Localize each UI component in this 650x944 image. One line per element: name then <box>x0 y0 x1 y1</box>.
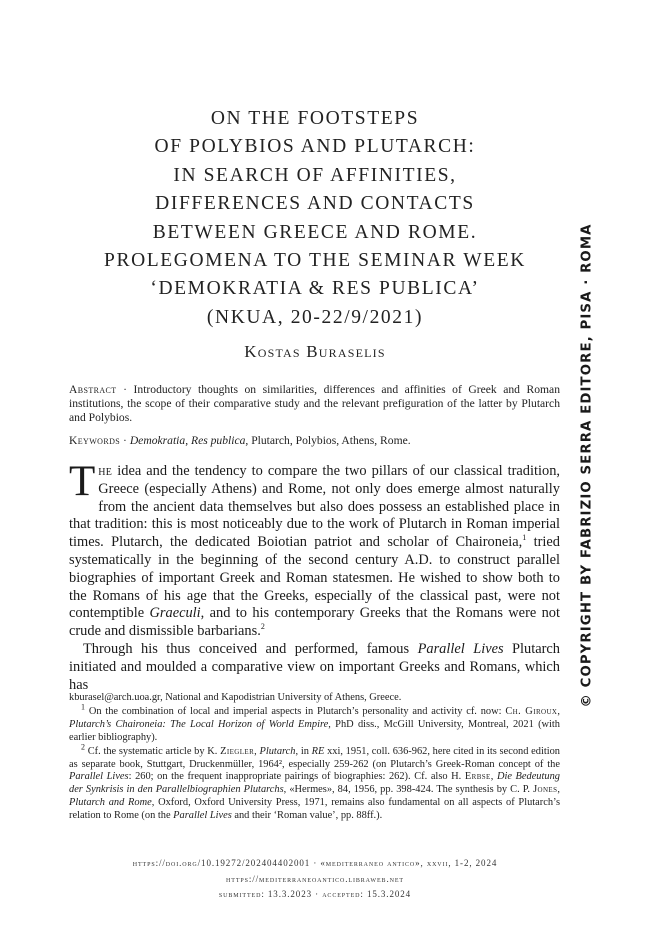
footer-dates: submitted: 13.3.2023 · accepted: 15.3.2024 <box>218 889 412 899</box>
title-line: PROLEGOMENA TO THE SEMINAR WEEK <box>104 250 526 272</box>
footnote-text: , Oxford, Oxford University Press, 1971, remains also fundamental on all aspects of Plutarch’s relation to Rome (on the <box>69 797 560 822</box>
italic-text: Parallel Lives <box>417 640 504 657</box>
footnote-text: , <box>254 745 260 757</box>
title-line: BETWEEN GREECE AND ROME. <box>152 221 478 243</box>
footnote-author: Jones <box>533 784 558 796</box>
footnote-title: Parallel Lives <box>69 771 129 783</box>
title-line: ‘DEMOKRATIA & RES PUBLICA’ <box>150 278 480 300</box>
footnote-ref[interactable]: 2 <box>260 622 265 632</box>
drop-cap: T <box>69 458 96 505</box>
keywords <box>69 434 560 448</box>
title-line: DIFFERENCES AND CONTACTS <box>155 193 475 215</box>
title-line: OF POLYBIOS AND PLUTARCH: <box>154 136 476 158</box>
footnote-number: 1 <box>81 702 85 712</box>
footnote-title: Plutarch <box>259 745 296 757</box>
footnote-title: Plutarch and Rome <box>69 797 152 809</box>
abstract <box>69 383 560 426</box>
abstract-text: Introductory thoughts on similarities, differences and affinities of Greek and Roman institutions, the scope of their comparative study and the relevant prefiguration of the latter by Plutarch and Polybios. <box>69 383 560 425</box>
footnote-title: Plutarch’s Chaironeia: The Local Horizon of World Empire <box>69 718 329 730</box>
body-text <box>69 458 560 694</box>
footnote-2 <box>69 742 561 823</box>
footnote-text: , «Hermes», 84, 1956, pp. 398-424. The synthesis by C. P. <box>283 784 534 796</box>
abstract-label: Abstract <box>69 383 117 396</box>
footnote-text: , <box>490 771 497 783</box>
title-line: ON THE FOOTSTEPS <box>210 108 420 129</box>
keyword-term: Res publica <box>191 434 246 447</box>
footnote-ref[interactable]: 1 <box>522 533 527 543</box>
keyword-term: Demokratia <box>129 434 186 447</box>
footnote-title: Parallel Lives <box>173 810 232 822</box>
footnote-number: 2 <box>81 742 85 752</box>
keywords-sep: , <box>185 434 191 447</box>
paragraph <box>69 458 560 641</box>
footnote-text: , <box>557 784 560 796</box>
lead-in: he <box>98 463 113 479</box>
copyright-sidebar <box>572 222 602 708</box>
paragraph-text: , and to his contemporary Greeks that the Romans were not crude and dismissible barbarians. <box>69 605 560 640</box>
footer-site-link[interactable]: https://mediterraneoantico.libraweb.net <box>226 873 404 884</box>
footnote-author: Ch. Giroux <box>505 705 558 717</box>
footnotes <box>69 692 560 824</box>
footnote-text: , PhD diss., McGill University, Montreal, 2021 (with earlier bibliography). <box>69 718 560 743</box>
author-affiliation: kburasel@arch.uoa.gr, National and Kapodistrian University of Athens, Greece. <box>69 692 402 703</box>
article-title <box>60 105 570 332</box>
footnote-author: Erbse <box>464 771 491 783</box>
footnote-text: and their ‘Roman value’, pp. 88ff.). <box>231 810 383 822</box>
keywords-separator: · <box>120 434 130 447</box>
footnote-1 <box>69 702 560 745</box>
keywords-rest: , Plutarch, Polybios, Athens, Rome. <box>245 434 411 447</box>
abstract-separator: · <box>116 383 134 396</box>
footnote-title: Die Bedeutung der Synkrisis in den Parallelbiographien Plutarchs <box>69 771 560 796</box>
keywords-label: Keywords <box>69 434 121 447</box>
footer-doi-link[interactable]: https://doi.org/10.19272/202404402001 · «mediterraneo antico», xxvii, 1-2, 2024 <box>132 858 498 868</box>
footnote-title: RE <box>311 745 325 757</box>
title-line: IN SEARCH OF AFFINITIES, <box>173 164 457 186</box>
author-name: Kostas Buraselis <box>244 342 386 361</box>
paragraph <box>69 641 560 694</box>
paragraph-text: Through his thus conceived and performed, famous <box>83 640 418 657</box>
page-footer <box>60 856 570 903</box>
copyright-notice: © COPYRIGHT BY FABRIZIO SERRA EDITORE, PISA · ROMA <box>579 222 595 708</box>
title-line: (NKUA, 20-22/9/2021) <box>206 306 424 328</box>
footnote-text: : 260; on the frequent inappropriate pairings of biographies: 262). Cf. also H. <box>128 771 465 783</box>
footnote-author: Ziegler <box>220 745 255 757</box>
paragraph-text: Plutarch initiated and moulded a comparative view on important Greeks and Romans, which has <box>69 640 560 693</box>
paragraph-text: idea and the tendency to compare the two pillars of our classical tradition, Greece (especially Athens) and Rome, not only does emerge almost naturally from the ancient data themselves but also does possess an established place in that tradition: this is most noticeably due to the work of Plutarch in Roman imperial times. Plutarch, the dedicated Boiotian patriot and scholar of Chaironeia, <box>69 463 560 551</box>
italic-text: Graeculi <box>149 605 201 622</box>
footnote-text: On the combination of local and imperial aspects in Plutarch’s personality and activity cf. now: <box>85 705 506 717</box>
footnote-text: , in <box>295 745 312 757</box>
footnote-text: , <box>557 705 560 717</box>
paragraph-text: tried systematically in the beginning of the second century A.D. to construct parallel biographies of important Greek and Roman statesmen. He wished to show both to the Romans of his age that the Greeks, especially of the classical past, were not contemptible <box>69 534 560 622</box>
footnote-text: Cf. the systematic article by K. <box>85 745 221 757</box>
footnote-text: xxi, 1951, coll. 636-962, here cited in its second edition as separate book, Stuttgart, Druckenmüller, 1964², especially 259-262 (on Plutarch’s Greek-Roman concept of the <box>69 745 561 770</box>
